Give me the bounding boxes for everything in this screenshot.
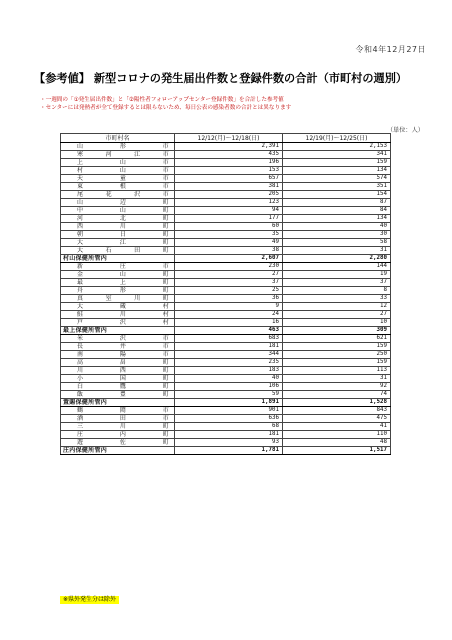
week-2-count: 159: [283, 159, 391, 167]
municipality-name: 高畠町: [61, 359, 175, 367]
week-2-count: 8: [283, 287, 391, 295]
table-row: [61, 279, 391, 287]
table-row: [61, 407, 391, 415]
week-2-count: 10: [283, 319, 391, 327]
week-2-count: 159: [283, 343, 391, 351]
week-2-count: 58: [283, 239, 391, 247]
municipality-name: 村山市: [61, 167, 175, 175]
municipality-name: 金山町: [61, 271, 175, 279]
week-1-count: 177: [175, 215, 283, 223]
week-2-count: 843: [283, 407, 391, 415]
table-row: [61, 247, 391, 255]
table-row: [61, 199, 391, 207]
week-2-count: 31: [283, 375, 391, 383]
header-week-1: 12/12(月)～12/18(日): [175, 134, 283, 143]
week-2-count: 110: [283, 431, 391, 439]
week-1-count: 435: [175, 151, 283, 159]
municipality-name: 真室川町: [61, 295, 175, 303]
table-row: [61, 191, 391, 199]
week-1-count: 657: [175, 175, 283, 183]
week-1-count: 59: [175, 391, 283, 399]
municipality-name: 鮭川村: [61, 311, 175, 319]
note-line-2: ・センターには発熱者が全て登録するとは限らないため、毎日公表の感染者数の合計とは異なります: [40, 105, 292, 111]
table-row: [61, 159, 391, 167]
week-1-count: 235: [175, 359, 283, 367]
week-1-count: 230: [175, 263, 283, 271]
week-2-count: 87: [283, 199, 391, 207]
table-row: [61, 207, 391, 215]
table-row: [61, 431, 391, 439]
week-2-count: 41: [283, 423, 391, 431]
note-line-1: ・一週間の「①発生届出件数」と「②陽性者フォローアップセンター登録件数」を合計した参考値: [40, 97, 284, 103]
municipality-name: 川西町: [61, 367, 175, 375]
week-2-count: 475: [283, 415, 391, 423]
municipality-name: 東根市: [61, 183, 175, 191]
week-1-count: 1,781: [175, 447, 283, 455]
week-1-count: 205: [175, 191, 283, 199]
week-1-count: 37: [175, 279, 283, 287]
table-total-row: [61, 399, 391, 407]
week-1-count: 49: [175, 239, 283, 247]
municipality-name: 酒田市: [61, 415, 175, 423]
week-1-count: 636: [175, 415, 283, 423]
week-2-count: 621: [283, 335, 391, 343]
footer-note: ※県外発生分は除外: [60, 596, 119, 604]
municipality-name: 白鷹町: [61, 383, 175, 391]
week-1-count: 38: [175, 247, 283, 255]
week-1-count: 344: [175, 351, 283, 359]
municipality-name: 庄内町: [61, 431, 175, 439]
week-2-count: 113: [283, 367, 391, 375]
week-2-count: 33: [283, 295, 391, 303]
municipality-name: 大石田町: [61, 247, 175, 255]
week-2-count: 40: [283, 223, 391, 231]
municipality-name: 天童市: [61, 175, 175, 183]
municipality-name: 新庄市: [61, 263, 175, 271]
week-1-count: 683: [175, 335, 283, 343]
table-row: [61, 319, 391, 327]
week-2-count: 2,153: [283, 143, 391, 151]
week-2-count: 37: [283, 279, 391, 287]
table-row: [61, 303, 391, 311]
week-2-count: 309: [283, 327, 391, 335]
municipality-name: 最上町: [61, 279, 175, 287]
municipality-name: 最上保健所管内: [61, 327, 175, 335]
table-row: [61, 335, 391, 343]
week-2-count: 154: [283, 191, 391, 199]
week-2-count: 134: [283, 215, 391, 223]
document-date: 令和4年12月27日: [355, 45, 426, 54]
table-row: [61, 223, 391, 231]
municipality-name: 三川町: [61, 423, 175, 431]
week-2-count: 74: [283, 391, 391, 399]
table-row: [61, 343, 391, 351]
table-row: [61, 295, 391, 303]
table-row: [61, 263, 391, 271]
week-1-count: 181: [175, 431, 283, 439]
municipality-name: 中山町: [61, 207, 175, 215]
table-row: [61, 287, 391, 295]
week-1-count: 93: [175, 439, 283, 447]
week-1-count: 24: [175, 311, 283, 319]
municipality-name: 鶴岡市: [61, 407, 175, 415]
municipality-name: 山 形 市: [61, 143, 175, 151]
week-2-count: 144: [283, 263, 391, 271]
week-1-count: 9: [175, 303, 283, 311]
table-row: [61, 415, 391, 423]
table-row: [61, 271, 391, 279]
week-1-count: 901: [175, 407, 283, 415]
table-row: [61, 391, 391, 399]
cases-table: [60, 133, 391, 455]
week-2-count: 92: [283, 383, 391, 391]
municipality-name: 飯豊町: [61, 391, 175, 399]
table-row: [61, 439, 391, 447]
table-row: [61, 151, 391, 159]
week-1-count: 16: [175, 319, 283, 327]
unit-label: （単位：人）: [386, 127, 424, 134]
table-row: [61, 167, 391, 175]
municipality-name: 庄内保健所管内: [61, 447, 175, 455]
municipality-name: 小国町: [61, 375, 175, 383]
week-2-count: 574: [283, 175, 391, 183]
week-2-count: 1,517: [283, 447, 391, 455]
week-1-count: 463: [175, 327, 283, 335]
week-1-count: 106: [175, 383, 283, 391]
week-2-count: 48: [283, 439, 391, 447]
week-1-count: 153: [175, 167, 283, 175]
table-row: [61, 359, 391, 367]
municipality-name: 尾花沢市: [61, 191, 175, 199]
document-title: 【参考値】 新型コロナの発生届出件数と登録件数の合計（市町村の週別）: [34, 72, 408, 85]
table-row: [61, 311, 391, 319]
week-1-count: 94: [175, 207, 283, 215]
week-2-count: 341: [283, 151, 391, 159]
week-2-count: 1,528: [283, 399, 391, 407]
header-municipality: 市町村名: [61, 134, 175, 143]
week-1-count: 60: [175, 223, 283, 231]
week-2-count: 159: [283, 359, 391, 367]
table-row: [61, 143, 391, 151]
municipality-name: 舟形町: [61, 287, 175, 295]
municipality-name: 山辺町: [61, 199, 175, 207]
week-2-count: 12: [283, 303, 391, 311]
week-2-count: 19: [283, 271, 391, 279]
table-row: [61, 215, 391, 223]
municipality-name: 大蔵村: [61, 303, 175, 311]
table-row: [61, 175, 391, 183]
week-1-count: 183: [175, 367, 283, 375]
municipality-name: 置賜保健所管内: [61, 399, 175, 407]
table-row: [61, 231, 391, 239]
week-1-count: 123: [175, 199, 283, 207]
week-1-count: 196: [175, 159, 283, 167]
table-header-row: [61, 134, 391, 143]
table-row: [61, 423, 391, 431]
week-1-count: 36: [175, 295, 283, 303]
week-2-count: 134: [283, 167, 391, 175]
table-row: [61, 383, 391, 391]
week-1-count: 27: [175, 271, 283, 279]
week-1-count: 68: [175, 423, 283, 431]
week-2-count: 250: [283, 351, 391, 359]
week-1-count: 2,391: [175, 143, 283, 151]
week-1-count: 40: [175, 375, 283, 383]
week-1-count: 35: [175, 231, 283, 239]
header-week-2: 12/19(月)～12/25(日): [283, 134, 391, 143]
table-total-row: [61, 447, 391, 455]
week-2-count: 30: [283, 231, 391, 239]
week-1-count: 381: [175, 183, 283, 191]
municipality-name: 米沢市: [61, 335, 175, 343]
municipality-name: 寒河江市: [61, 151, 175, 159]
municipality-name: 遊佐町: [61, 439, 175, 447]
table-row: [61, 351, 391, 359]
week-2-count: 351: [283, 183, 391, 191]
week-2-count: 2,280: [283, 255, 391, 263]
municipality-name: 朝日町: [61, 231, 175, 239]
municipality-name: 上山市: [61, 159, 175, 167]
table-body: [61, 143, 391, 455]
table-row: [61, 375, 391, 383]
week-1-count: 1,891: [175, 399, 283, 407]
week-2-count: 31: [283, 247, 391, 255]
week-1-count: 2,607: [175, 255, 283, 263]
municipality-name: 西川町: [61, 223, 175, 231]
week-2-count: 27: [283, 311, 391, 319]
municipality-name: 南陽市: [61, 351, 175, 359]
table-row: [61, 367, 391, 375]
municipality-name: 大江町: [61, 239, 175, 247]
municipality-name: 長井市: [61, 343, 175, 351]
municipality-name: 戸沢村: [61, 319, 175, 327]
table-total-row: [61, 255, 391, 263]
table-total-row: [61, 327, 391, 335]
week-1-count: 181: [175, 343, 283, 351]
notes: [40, 96, 291, 112]
table-row: [61, 183, 391, 191]
municipality-name: 村山保健所管内: [61, 255, 175, 263]
week-2-count: 84: [283, 207, 391, 215]
week-1-count: 25: [175, 287, 283, 295]
table-row: [61, 239, 391, 247]
municipality-name: 河北町: [61, 215, 175, 223]
